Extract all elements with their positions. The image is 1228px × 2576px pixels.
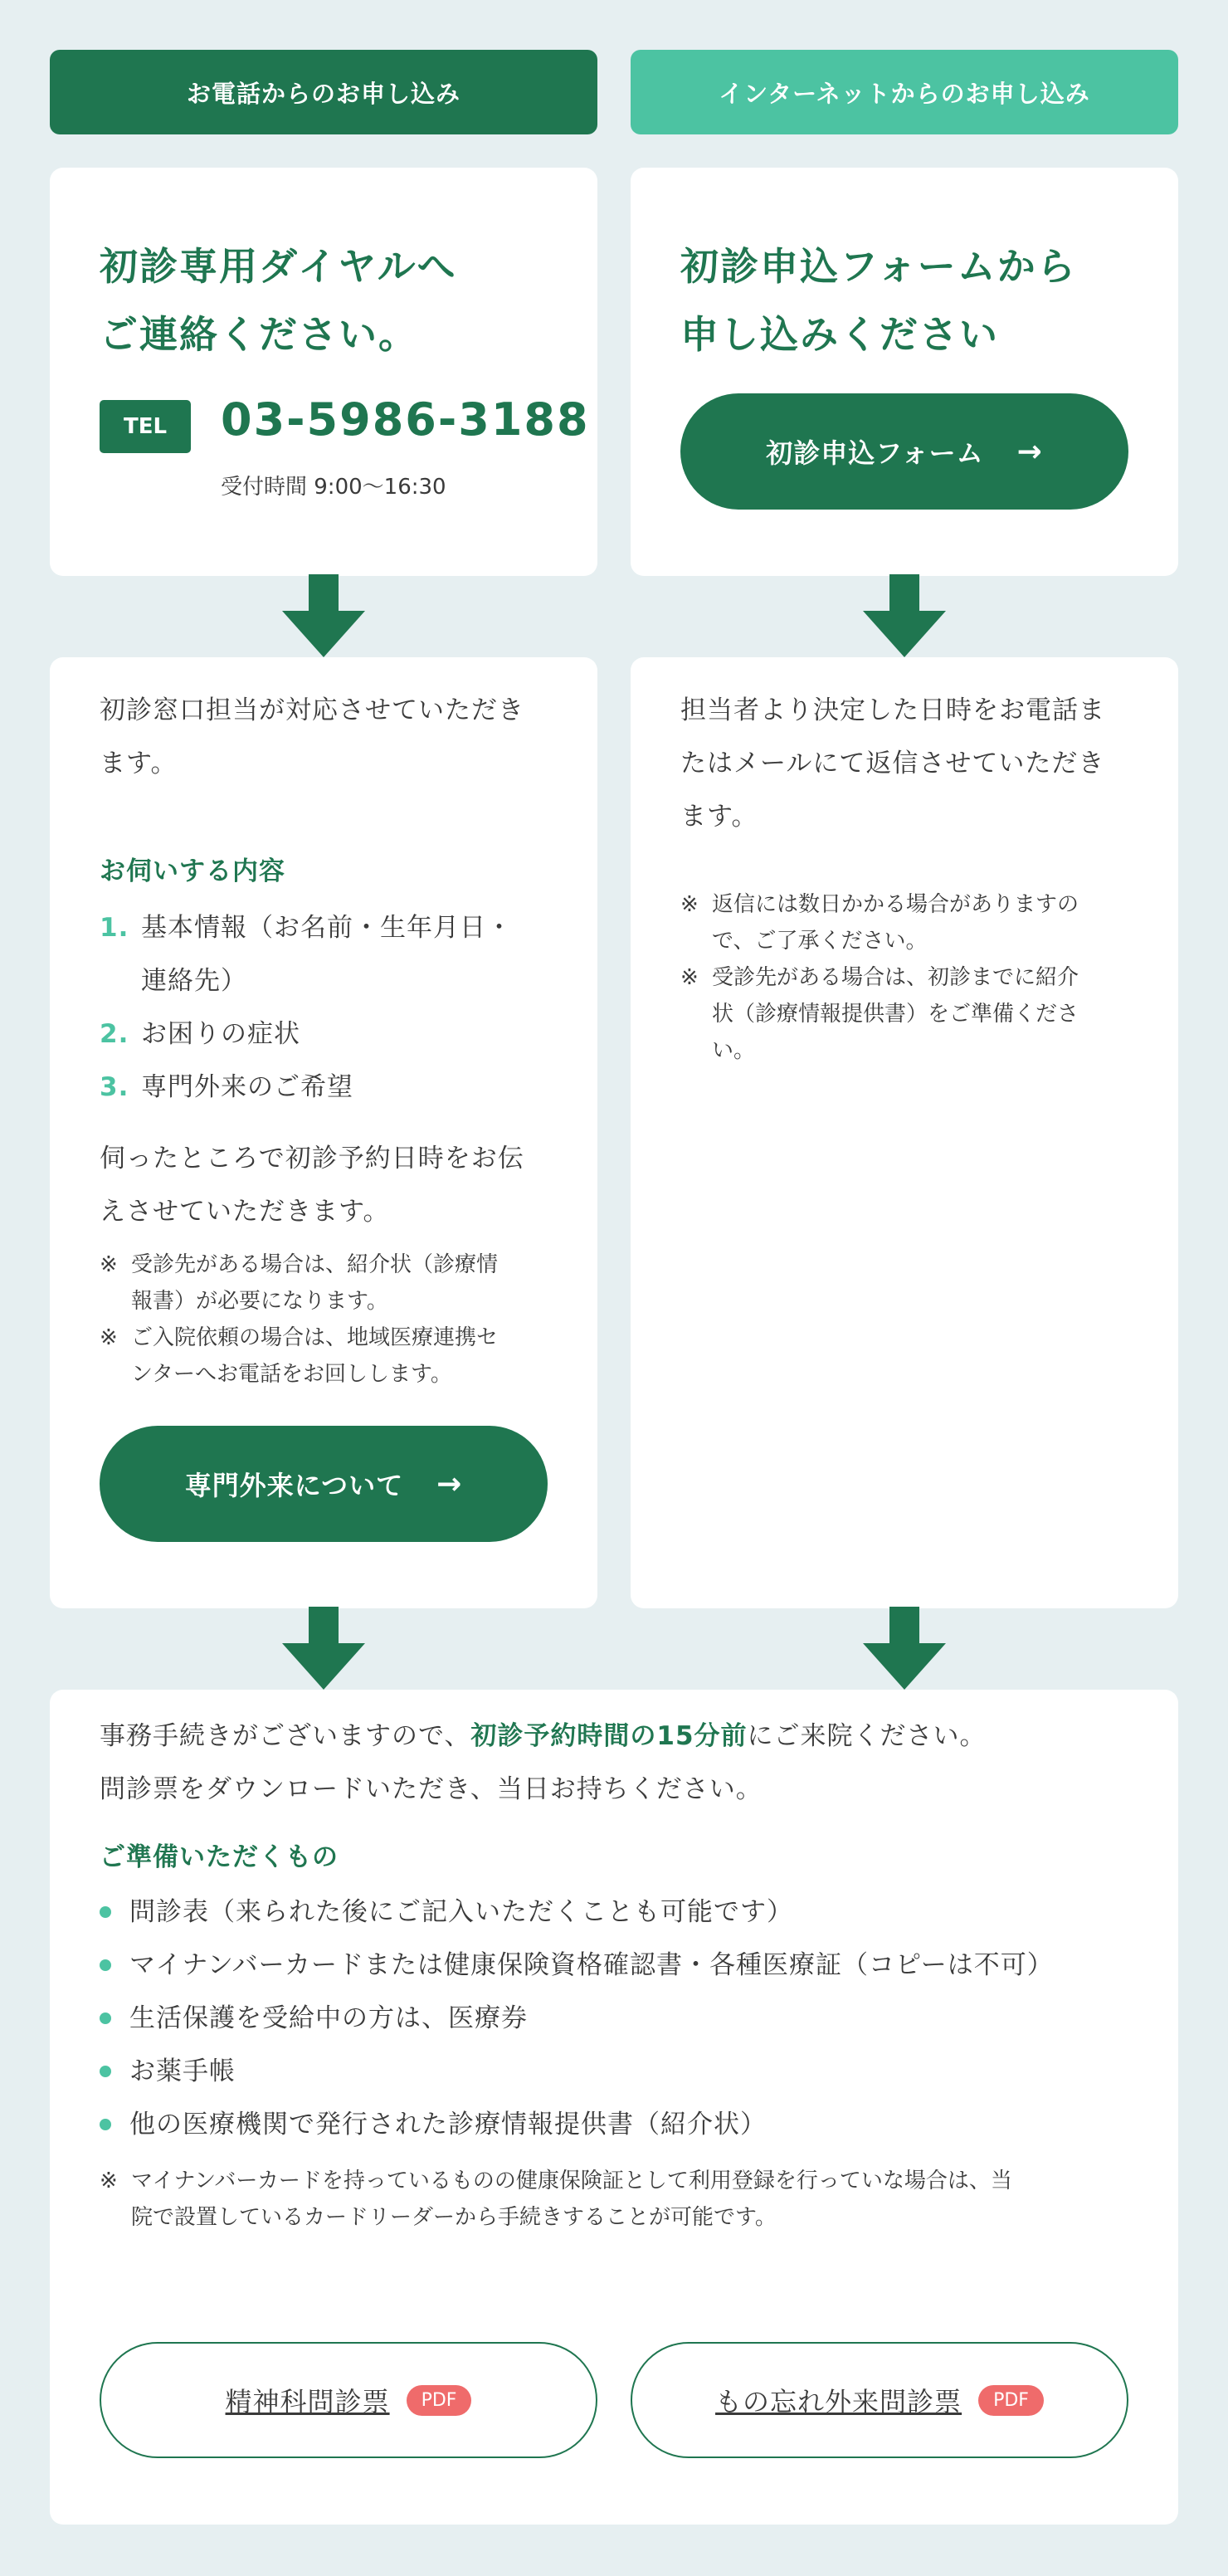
phone-detail-after-line1: 伺ったところで初診予約日時をお伝: [100, 1144, 524, 1173]
items-to-bring-heading: ご準備いただくもの: [100, 1842, 339, 1872]
bullet-dot-icon: [100, 2013, 111, 2024]
visit-line1: [100, 1710, 987, 1763]
note-mark: ※: [100, 1252, 118, 1277]
phone-detail-intro-line1: 初診窓口担当が対応させていただき: [100, 695, 524, 725]
list-item-text-line1: 基本情報（お名前・生年月日・: [141, 913, 513, 943]
specialty-outpatient-button-label: 専門外来について: [184, 1470, 404, 1501]
arrow-down-icon: [282, 1607, 365, 1690]
note-text-line2: 状（診療情報提供書）をご準備くださ: [712, 1002, 1079, 1027]
list-number: 2.: [100, 1019, 129, 1049]
phone-contact-card: [50, 168, 597, 576]
list-item-text: 他の医療機関で発行された診療情報提供書（紹介状）: [129, 2110, 767, 2139]
phone-card-title-line1: 初診専用ダイヤルへ: [100, 244, 457, 289]
phone-card-title-line2: ご連絡ください。: [100, 312, 418, 357]
arrow-down-icon: [282, 574, 365, 657]
web-form-card: [631, 168, 1178, 576]
list-item-text: 専門外来のご希望: [141, 1072, 353, 1102]
phone-detail-after-line2: えさせていただきます。: [100, 1197, 390, 1227]
list-item-text-line2: 連絡先）: [141, 966, 247, 996]
pdf-badge: PDF: [978, 2385, 1044, 2416]
memory-clinic-questionnaire-download[interactable]: [631, 2342, 1128, 2458]
internet-application-tab: インターネットからのお申し込み: [631, 50, 1178, 134]
arrival-time-emphasis: 初診予約時間の15分前: [470, 1721, 748, 1751]
list-number: 1.: [100, 913, 129, 943]
note-item: [100, 1247, 581, 1320]
note-text-line1: 受診先がある場合は、紹介状（診療情: [131, 1252, 499, 1277]
reception-hours: 受付時間 9:00〜16:30: [221, 475, 446, 500]
list-item-text: お薬手帳: [129, 2056, 236, 2086]
note-mark: ※: [100, 1325, 118, 1350]
note-text-line1: 返信には数日かかる場合がありますの: [712, 892, 1079, 917]
note-mark: ※: [100, 2169, 118, 2193]
download-label: もの忘れ外来問診票: [715, 2386, 962, 2417]
arrow-right-icon: →: [1016, 434, 1043, 469]
list-item: [100, 1007, 564, 1061]
note-item: [680, 886, 1162, 959]
web-detail-line2: たはメールにて返信させていただき: [680, 749, 1105, 778]
note-item: [100, 2163, 1137, 2236]
specialty-outpatient-button[interactable]: [100, 1426, 548, 1542]
arrow-down-icon: [863, 574, 946, 657]
list-item-text: 問診表（来られた後にご記入いただくことも可能です）: [129, 1897, 793, 1927]
bullet-dot-icon: [100, 1959, 111, 1971]
phone-number-link[interactable]: 03-5986-3188: [221, 393, 590, 446]
tel-badge: TEL: [100, 400, 191, 453]
list-item-text: お困りの症状: [141, 1019, 300, 1049]
web-detail-line1: 担当者より決定した日時をお電話ま: [680, 695, 1105, 725]
application-form-button-label: 初診申込フォーム: [766, 437, 984, 469]
note-mark: ※: [680, 892, 699, 917]
download-label: 精神科問診票: [225, 2386, 390, 2417]
visit-line2: 問診票をダウンロードいただき、当日お持ちください。: [100, 1774, 763, 1804]
inquiry-items-heading: お伺いする内容: [100, 856, 285, 886]
note-text-line3: い。: [712, 1038, 756, 1063]
arrow-right-icon: →: [436, 1466, 463, 1501]
bullet-dot-icon: [100, 2066, 111, 2077]
note-text-line1: マイナンバーカードを持っているものの健康保険証として利用登録を行っていな場合は、当: [131, 2169, 1012, 2193]
note-text-line1: 受診先がある場合は、初診までに紹介: [712, 965, 1079, 990]
web-detail-line3: ます。: [680, 802, 758, 832]
visit-line1-pre: 事務手続きがございますので、: [100, 1721, 471, 1751]
web-card-title-line1: 初診申込フォームから: [680, 244, 1077, 289]
list-item: [100, 1061, 564, 1114]
note-text-line2: 報書）が必要になります。: [131, 1289, 388, 1314]
arrow-down-icon: [863, 1607, 946, 1690]
bullet-dot-icon: [100, 1906, 111, 1918]
phone-application-tab: お電話からのお申し込み: [50, 50, 597, 134]
list-item: [100, 901, 564, 1007]
note-item: [680, 959, 1162, 1069]
application-form-button[interactable]: [680, 393, 1128, 510]
note-text-line2: で、ご了承ください。: [712, 929, 928, 954]
list-number: 3.: [100, 1072, 129, 1102]
pdf-badge: PDF: [407, 2385, 472, 2416]
phone-detail-card: [50, 657, 597, 1608]
note-text-line2: ンターへお電話をお回しします。: [131, 1362, 452, 1387]
note-mark: ※: [680, 965, 699, 990]
list-item-text: マイナンバーカードまたは健康保険資格確認書・各種医療証（コピーは不可）: [129, 1950, 1054, 1980]
phone-detail-intro-line2: ます。: [100, 749, 178, 778]
note-text-line2: 院で設置しているカードリーダーから手続きすることが可能です。: [131, 2205, 777, 2230]
list-item-text: 生活保護を受給中の方は、医療券: [129, 2003, 528, 2033]
psychiatry-questionnaire-download[interactable]: [100, 2342, 597, 2458]
web-detail-card: [631, 657, 1178, 1608]
visit-line1-post: にご来院ください。: [747, 1721, 987, 1751]
note-item: [100, 1320, 581, 1393]
note-text-line1: ご入院依頼の場合は、地域医療連携セ: [131, 1325, 499, 1350]
web-card-title-line2: 申し込みください: [680, 312, 999, 357]
bullet-dot-icon: [100, 2119, 111, 2130]
